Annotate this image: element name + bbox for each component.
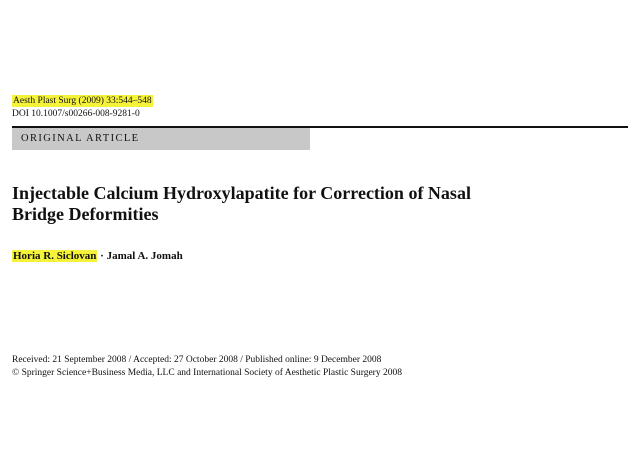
copyright-notice: © Springer Science+Business Media, LLC and International Society of Aesthetic Plastic Surgery 2008 — [12, 368, 402, 378]
article-title-line-1: Injectable Calcium Hydroxylapatite for Correction of Nasal — [12, 183, 471, 203]
author-name: Jamal A. Jomah — [106, 250, 183, 262]
doi: DOI 10.1007/s00266-008-9281-0 — [12, 109, 140, 119]
article-type-label: ORIGINAL ARTICLE — [21, 133, 140, 144]
author-name: Horia R. Siclovan — [13, 250, 97, 262]
article-title-line-2: Bridge Deformities — [12, 204, 159, 224]
publication-dates: Received: 21 September 2008 / Accepted: 27 October 2008 / Published online: 9 December 2008 — [12, 355, 382, 365]
author-separator: · — [100, 250, 104, 262]
author-list — [12, 249, 183, 263]
article-type-banner — [12, 128, 310, 150]
journal-citation: Aesth Plast Surg (2009) 33:544–548 — [13, 96, 152, 106]
article-title — [12, 183, 592, 225]
